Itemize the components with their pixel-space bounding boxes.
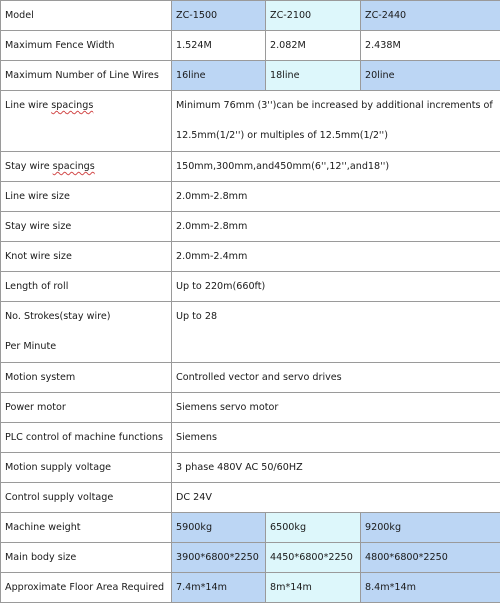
table-row <box>1 423 500 453</box>
row-label-knot-wire-size: Knot wire size <box>1 242 172 272</box>
row-label-line-wire-size: Line wire size <box>1 182 172 212</box>
cell-value: 4450*6800*2250 <box>266 543 361 573</box>
row-label-model: Model <box>1 1 172 31</box>
table-row <box>1 1 500 31</box>
cell-value: 2.082M <box>266 31 361 61</box>
label-line-1: No. Strokes(stay wire) <box>5 311 111 322</box>
table-row <box>1 31 500 61</box>
table-row <box>1 393 500 423</box>
cell-value: 8.4m*14m <box>361 573 500 603</box>
cell-value-line-wire-spacings <box>172 91 500 152</box>
table-row <box>1 272 500 302</box>
cell-value: 150mm,300mm,and450mm(6'',12'',and18'') <box>172 152 500 182</box>
table-row <box>1 302 500 363</box>
column-header-zc-2440: ZC-2440 <box>361 1 500 31</box>
cell-value: 16line <box>172 61 266 91</box>
table-row <box>1 513 500 543</box>
table-row <box>1 91 500 152</box>
table-row <box>1 212 500 242</box>
cell-value: Up to 220m(660ft) <box>172 272 500 302</box>
cell-value: Siemens servo motor <box>172 393 500 423</box>
row-label-stay-wire-size: Stay wire size <box>1 212 172 242</box>
cell-value: 6500kg <box>266 513 361 543</box>
cell-value: 5900kg <box>172 513 266 543</box>
row-label-main-body-size: Main body size <box>1 543 172 573</box>
column-header-zc-2100: ZC-2100 <box>266 1 361 31</box>
column-header-zc-1500: ZC-1500 <box>172 1 266 31</box>
cell-value: 18line <box>266 61 361 91</box>
row-label-machine-weight: Machine weight <box>1 513 172 543</box>
row-label-power-motor: Power motor <box>1 393 172 423</box>
cell-value: 7.4m*14m <box>172 573 266 603</box>
cell-value: 8m*14m <box>266 573 361 603</box>
table-row <box>1 242 500 272</box>
spellcheck-word: spacings <box>52 161 95 172</box>
table-row <box>1 363 500 393</box>
spellcheck-word: spacings <box>51 100 94 111</box>
cell-value: 3900*6800*2250 <box>172 543 266 573</box>
label-line-2: Per Minute <box>5 341 57 352</box>
cell-value: 2.0mm-2.8mm <box>172 182 500 212</box>
row-label-stay-wire-spacings <box>1 152 172 182</box>
row-label-floor-area: Approximate Floor Area Required <box>1 573 172 603</box>
value-line-2: 12.5mm(1/2'') or multiples of 12.5mm(1/2'') <box>176 130 388 141</box>
row-label-control-supply-voltage: Control supply voltage <box>1 483 172 513</box>
cell-value: 1.524M <box>172 31 266 61</box>
table-row <box>1 573 500 603</box>
cell-value: DC 24V <box>172 483 500 513</box>
table-row <box>1 182 500 212</box>
row-label-length-of-roll: Length of roll <box>1 272 172 302</box>
row-label-strokes <box>1 302 172 363</box>
cell-value: 4800*6800*2250 <box>361 543 500 573</box>
row-label-plc-control: PLC control of machine functions <box>1 423 172 453</box>
table-row <box>1 483 500 513</box>
row-label-max-line-wires: Maximum Number of Line Wires <box>1 61 172 91</box>
cell-value: 2.438M <box>361 31 500 61</box>
cell-value: 3 phase 480V AC 50/60HZ <box>172 453 500 483</box>
row-label-line-wire-spacings <box>1 91 172 152</box>
cell-value-strokes <box>172 302 500 363</box>
table-row <box>1 453 500 483</box>
cell-value: 9200kg <box>361 513 500 543</box>
table-row <box>1 61 500 91</box>
cell-value: Siemens <box>172 423 500 453</box>
row-label-max-fence-width: Maximum Fence Width <box>1 31 172 61</box>
cell-value: Controlled vector and servo drives <box>172 363 500 393</box>
cell-value: 2.0mm-2.4mm <box>172 242 500 272</box>
label-prefix: Line wire <box>5 100 52 111</box>
label-prefix: Stay wire <box>5 161 53 172</box>
table-row <box>1 543 500 573</box>
table-row <box>1 152 500 182</box>
row-label-motion-supply-voltage: Motion supply voltage <box>1 453 172 483</box>
value-line: Up to 28 <box>176 311 218 322</box>
value-line-1: Minimum 76mm (3'')can be increased by additional increments of <box>176 100 493 111</box>
cell-value: 20line <box>361 61 500 91</box>
cell-value: 2.0mm-2.8mm <box>172 212 500 242</box>
row-label-motion-system: Motion system <box>1 363 172 393</box>
